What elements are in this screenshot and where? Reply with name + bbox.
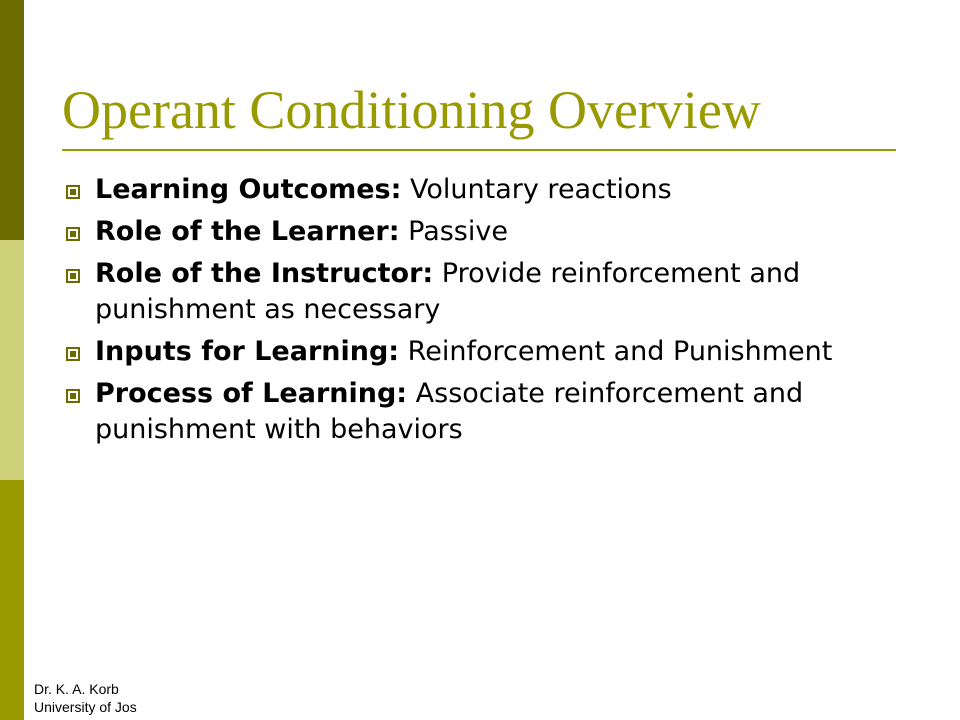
square-bullet-icon xyxy=(66,269,80,283)
bullet-text: Associate reinforcement and punishment with behaviors xyxy=(95,378,804,445)
bullet-text: Passive xyxy=(399,216,508,247)
side-bar-bottom xyxy=(0,480,24,720)
bullet-term: Process of Learning: xyxy=(95,378,408,409)
square-bullet-icon xyxy=(66,389,80,403)
title-divider xyxy=(62,149,896,151)
bullet-term: Learning Outcomes: xyxy=(95,174,402,205)
bullet-list xyxy=(62,172,882,454)
slide-title: Operant Conditioning Overview xyxy=(62,80,761,140)
footer-institution: University of Jos xyxy=(34,699,137,715)
bullet-item-role-of-instructor xyxy=(62,256,882,328)
bullet-term: Role of the Learner: xyxy=(95,216,400,247)
side-bar-middle xyxy=(0,240,24,480)
bullet-text: Reinforcement and Punishment xyxy=(399,336,833,367)
bullet-item-role-of-learner xyxy=(62,214,882,250)
bullet-term: Inputs for Learning: xyxy=(95,336,400,367)
bullet-text: Voluntary reactions xyxy=(401,174,672,205)
bullet-term: Role of the Instructor: xyxy=(95,258,434,289)
square-bullet-icon xyxy=(66,185,80,199)
square-bullet-icon xyxy=(66,227,80,241)
bullet-item-process-of-learning xyxy=(62,376,882,448)
bullet-item-inputs-for-learning xyxy=(62,334,882,370)
side-bar-top xyxy=(0,0,24,240)
footer-author: Dr. K. A. Korb xyxy=(34,681,119,697)
bullet-text: Provide reinforcement and punishment as necessary xyxy=(95,258,801,325)
bullet-item-learning-outcomes xyxy=(62,172,882,208)
square-bullet-icon xyxy=(66,347,80,361)
footer-credit xyxy=(34,680,137,716)
